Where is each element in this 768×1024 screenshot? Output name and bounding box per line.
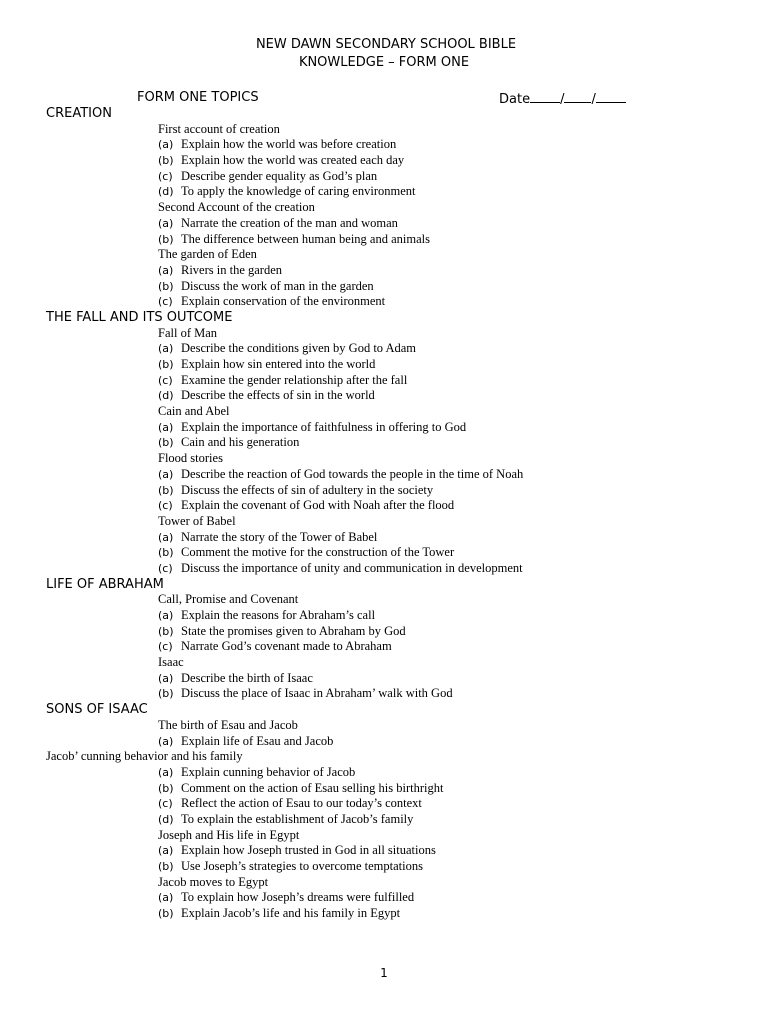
- objective-letter: (d): [158, 185, 174, 199]
- objective-letter: (a): [158, 844, 174, 858]
- objective-text: State the promises given to Abraham by God: [181, 623, 406, 638]
- objective-letter: (b): [158, 687, 174, 701]
- objective-item: [0, 796, 768, 812]
- objective-item: [0, 420, 768, 436]
- objective-item: [0, 812, 768, 828]
- objective-item: [0, 341, 768, 357]
- objective-text: Explain Jacob’s life and his family in Egypt: [181, 906, 401, 921]
- objective-text: Narrate the story of the Tower of Babel: [181, 529, 378, 544]
- date-blank-day: [530, 90, 560, 103]
- objective-text: Explain the reasons for Abraham’s call: [181, 608, 376, 622]
- objective-text: Comment the motive for the construction of the Tower: [181, 545, 455, 560]
- objective-item: [0, 232, 768, 248]
- objective-text: Explain how sin entered into the world: [181, 357, 376, 371]
- objective-letter: (b): [158, 546, 174, 560]
- objective-item: [0, 294, 768, 310]
- objective-text: Reflect the action of Esau to our today’s context: [181, 796, 422, 811]
- subtopic-title: Jacob moves to Egypt: [158, 874, 269, 889]
- objective-text: Narrate the creation of the man and woman: [181, 215, 398, 230]
- objective-item: [0, 498, 768, 514]
- objective-item: [0, 137, 768, 153]
- objective-item: [0, 608, 768, 624]
- objective-letter: (c): [158, 561, 173, 575]
- date-separator: /: [591, 92, 596, 107]
- objective-letter: (a): [158, 609, 174, 622]
- objective-text: Comment on the action of Esau selling his birthright: [181, 780, 444, 795]
- objective-letter: (c): [158, 295, 173, 309]
- objective-item: [0, 781, 768, 797]
- subtopic-title: First account of creation: [158, 121, 280, 136]
- objective-text: To apply the knowledge of caring environment: [181, 184, 416, 199]
- objective-item: [0, 530, 768, 546]
- objective-letter: (a): [158, 765, 174, 779]
- topics-label: FORM ONE TOPICS: [137, 90, 259, 105]
- objective-letter: (d): [158, 389, 174, 403]
- objective-item: [0, 483, 768, 499]
- objective-text: Narrate God’s covenant made to Abraham: [181, 639, 392, 654]
- objective-item: [0, 467, 768, 483]
- subtopic-title: Isaac: [158, 655, 184, 670]
- objective-item: [0, 734, 768, 750]
- objective-letter: (c): [158, 373, 173, 387]
- document-title-line-1: NEW DAWN SECONDARY SCHOOL BIBLE: [255, 37, 517, 52]
- objective-item: [0, 153, 768, 169]
- objective-text: Use Joseph’s strategies to overcome temptations: [181, 859, 423, 873]
- objective-letter: (b): [158, 436, 174, 450]
- subtopic-title: Call, Promise and Covenant: [158, 592, 299, 607]
- objective-letter: (a): [158, 263, 174, 277]
- objective-letter: (d): [158, 812, 174, 826]
- objective-text: Explain conservation of the environment: [181, 294, 386, 309]
- objective-text: The difference between human being and animals: [181, 231, 430, 246]
- objective-letter: (b): [158, 624, 174, 638]
- objective-text: Discuss the effects of sin of adultery in the society: [181, 482, 434, 497]
- objective-letter: (a): [158, 420, 174, 434]
- objective-item: [0, 639, 768, 655]
- section-heading: THE FALL AND ITS OUTCOME: [46, 309, 233, 325]
- section-heading: LIFE OF ABRAHAM: [46, 576, 164, 592]
- objective-text: Describe the reaction of God towards the people in the time of Noah: [181, 466, 524, 481]
- objective-text: To explain how Joseph’s dreams were fulfilled: [181, 890, 415, 905]
- page-number: 1: [380, 966, 388, 980]
- objective-text: Describe gender equality as God’s plan: [181, 168, 378, 183]
- subtopic-title: Joseph and His life in Egypt: [158, 827, 300, 842]
- objective-letter: (a): [158, 671, 174, 685]
- objective-text: Explain how Joseph trusted in God in all situations: [181, 843, 436, 858]
- section-heading: SONS OF ISAAC: [46, 702, 148, 718]
- objective-letter: (b): [158, 232, 174, 246]
- objective-item: [0, 263, 768, 279]
- objective-letter: (b): [158, 279, 174, 293]
- objective-item: [0, 890, 768, 906]
- objective-letter: (b): [158, 907, 174, 921]
- objective-text: Discuss the work of man in the garden: [181, 278, 374, 293]
- objective-text: Explain how the world was created each day: [181, 153, 405, 168]
- objective-item: [0, 859, 768, 875]
- objective-item: [0, 357, 768, 373]
- objective-text: Cain and his generation: [181, 435, 300, 450]
- objective-text: Describe the birth of Isaac: [181, 670, 313, 685]
- objective-letter: (a): [158, 342, 174, 356]
- objective-text: Describe the effects of sin in the world: [181, 388, 375, 403]
- objective-text: Rivers in the garden: [181, 262, 283, 277]
- objective-item: [0, 169, 768, 185]
- objective-item: [0, 671, 768, 687]
- objective-letter: (a): [158, 216, 174, 230]
- subtopic-title: The birth of Esau and Jacob: [158, 717, 298, 732]
- objective-item: [0, 686, 768, 702]
- subtopic-title: Fall of Man: [158, 325, 218, 340]
- topics-outline: [0, 106, 768, 922]
- objective-letter: (a): [158, 467, 174, 481]
- objective-letter: (c): [158, 797, 173, 811]
- objective-text: Describe the conditions given by God to Adam: [181, 341, 417, 356]
- objective-item: [0, 906, 768, 922]
- objective-item: [0, 388, 768, 404]
- date-blank-month: [564, 90, 591, 103]
- objective-text: Explain the covenant of God with Noah after the flood: [181, 498, 455, 513]
- subtopic-title: Cain and Abel: [158, 404, 230, 419]
- document-title-line-2: KNOWLEDGE – FORM ONE: [298, 55, 470, 70]
- objective-item: [0, 373, 768, 389]
- section-heading: CREATION: [46, 106, 112, 121]
- subtopic-title: The garden of Eden: [158, 247, 257, 262]
- subtopic-title: Tower of Babel: [158, 513, 236, 528]
- objective-text: To explain the establishment of Jacob’s family: [181, 811, 414, 826]
- objective-item: [0, 624, 768, 640]
- objective-letter: (c): [158, 640, 173, 654]
- objective-letter: (b): [158, 358, 174, 371]
- objective-item: [0, 184, 768, 200]
- objective-letter: (b): [158, 860, 174, 873]
- objective-text: Explain how the world was before creation: [181, 137, 397, 152]
- objective-text: Explain life of Esau and Jacob: [181, 733, 334, 748]
- date-separator: /: [560, 92, 565, 107]
- objective-letter: (c): [158, 169, 173, 183]
- objective-text: Discuss the place of Isaac in Abraham’ walk with God: [181, 686, 453, 701]
- objective-text: Examine the gender relationship after the fall: [181, 372, 408, 387]
- objective-letter: (c): [158, 499, 173, 513]
- objective-item: [0, 545, 768, 561]
- subtopic-title: Second Account of the creation: [158, 200, 315, 215]
- objective-letter: (a): [158, 734, 174, 748]
- objective-letter: (b): [158, 483, 174, 497]
- objective-text: Explain cunning behavior of Jacob: [181, 764, 356, 779]
- objective-letter: (a): [158, 530, 174, 544]
- objective-letter: (b): [158, 154, 174, 168]
- objective-letter: (b): [158, 781, 174, 795]
- objective-item: [0, 765, 768, 781]
- objective-item: [0, 843, 768, 859]
- objective-letter: (a): [158, 891, 174, 905]
- date-blank-year: [596, 90, 626, 103]
- objective-item: [0, 435, 768, 451]
- objective-item: [0, 279, 768, 295]
- subtopic-title: Jacob’ cunning behavior and his family: [46, 749, 243, 764]
- objective-item: [0, 216, 768, 232]
- objective-text: Explain the importance of faithfulness in offering to God: [181, 419, 467, 434]
- date-label: Date: [499, 92, 531, 107]
- objective-letter: (a): [158, 138, 174, 152]
- subtopic-title: Flood stories: [158, 451, 223, 466]
- objective-text: Discuss the importance of unity and communication in development: [181, 560, 523, 575]
- objective-item: [0, 561, 768, 577]
